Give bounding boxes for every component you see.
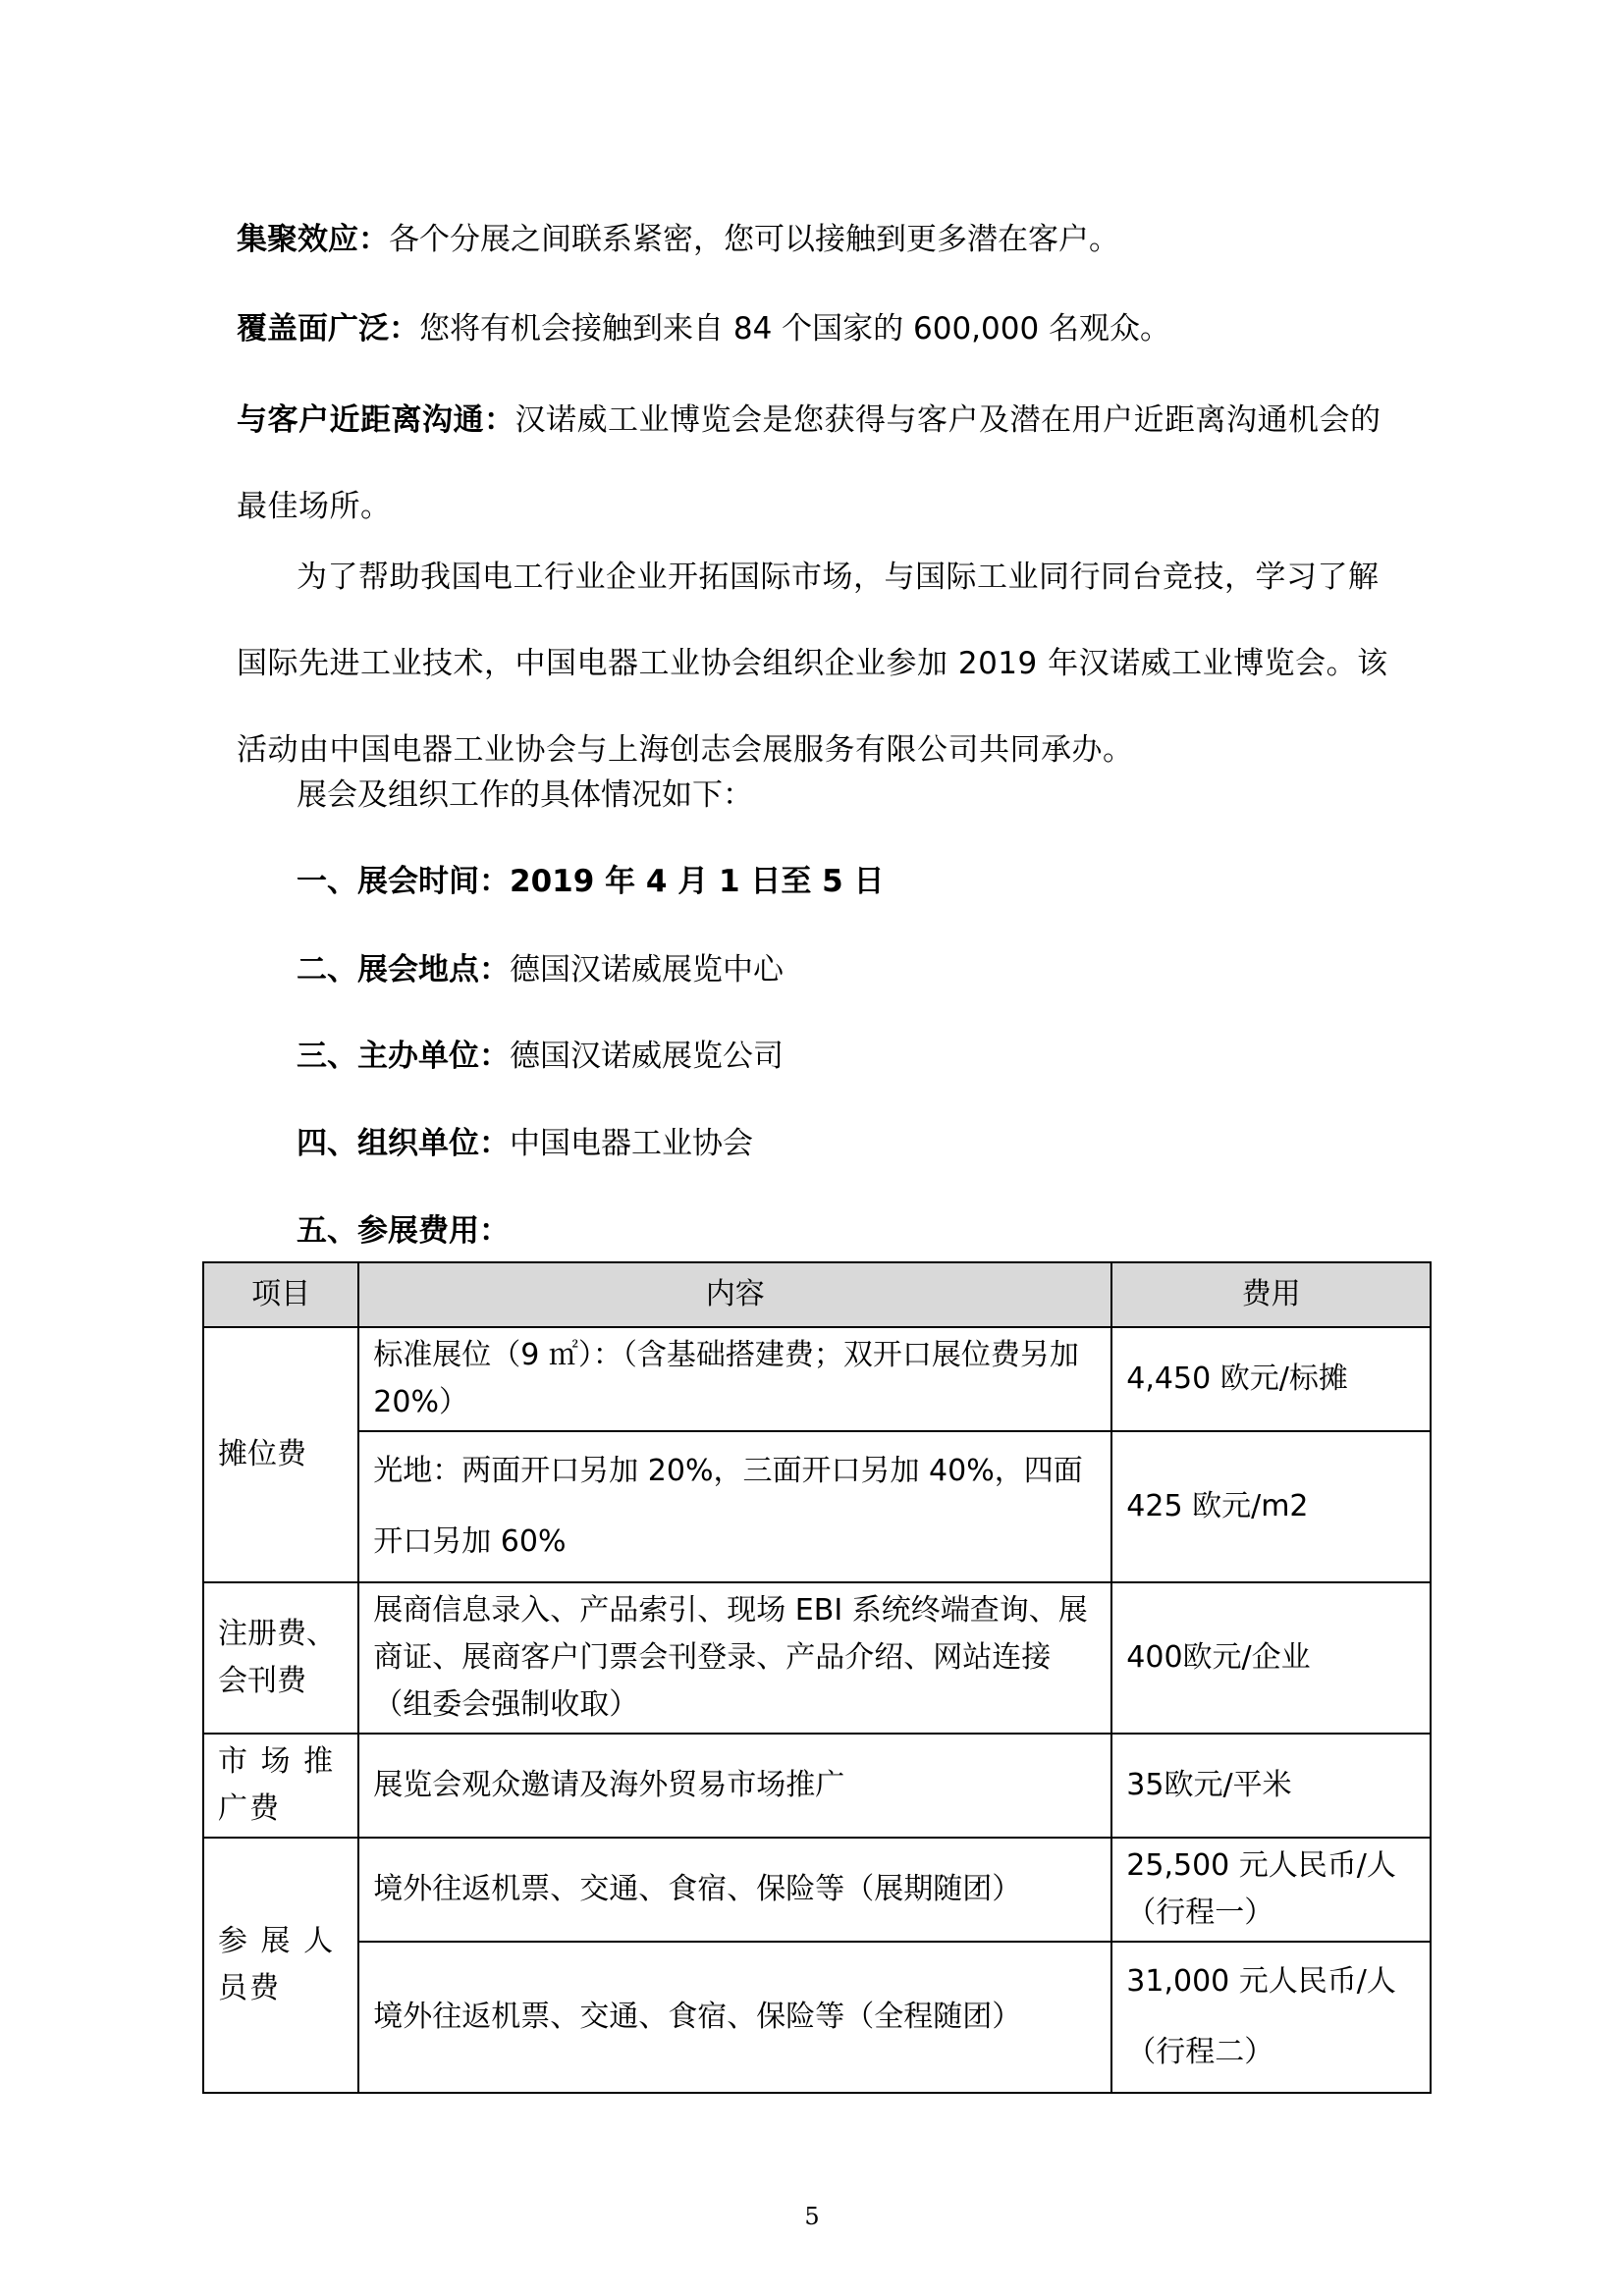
section-host — [297, 1035, 1455, 1078]
paragraph-text: 各个分展之间联系紧密，您可以接触到更多潜在客户。 — [389, 222, 1119, 257]
page-number: 5 — [804, 2203, 820, 2230]
cell-item-personnel: 参 展 人 员费 — [203, 1838, 358, 2093]
section-label: 五、参展费用： — [297, 1213, 510, 1249]
cell-item-registration: 注册费、会刊费 — [203, 1582, 358, 1734]
cell-fee: 400欧元/企业 — [1111, 1582, 1431, 1734]
paragraph-text: 汉诺威工业博览会是您获得与客户及潜在用户近距离沟通机会的最佳场所。 — [237, 402, 1381, 524]
paragraph-cluster-effect — [237, 218, 1395, 261]
section-value: 中国电器工业协会 — [510, 1126, 753, 1161]
table-header-row — [203, 1262, 1431, 1327]
header-content: 内容 — [358, 1262, 1111, 1327]
section-label: 一、展会时间： — [297, 864, 510, 899]
table-row — [203, 1942, 1431, 2093]
cell-content: 展览会观众邀请及海外贸易市场推广 — [358, 1734, 1111, 1838]
header-fee: 费用 — [1111, 1262, 1431, 1327]
paragraph-close-communication — [237, 377, 1395, 550]
cell-item-booth: 摊位费 — [203, 1327, 358, 1582]
paragraph-label: 集聚效应： — [237, 222, 389, 257]
cell-content: 标准展位（9 ㎡）：（含基础搭建费；双开口展位费另加 20%） — [358, 1327, 1111, 1431]
cell-fee: 25,500 元人民币/人（行程一） — [1111, 1838, 1431, 1942]
paragraph-label: 覆盖面广泛： — [237, 311, 419, 347]
table-row — [203, 1838, 1431, 1942]
section-exhibition-venue — [297, 948, 1455, 991]
section-value: 德国汉诺威展览公司 — [510, 1039, 784, 1074]
paragraph-text: 为了帮助我国电工行业企业开拓国际市场，与国际工业同行同台竞技，学习了解国际先进工业技术，中国电器工业协会组织企业参加 2019 年汉诺威工业博览会。该活动由中国电器工业协会与上海创志会展服务有限公司共同承办。 — [237, 560, 1388, 768]
cell-fee: 4,450 欧元/标摊 — [1111, 1327, 1431, 1431]
section-label: 四、组织单位： — [297, 1126, 510, 1161]
cell-content: 境外往返机票、交通、食宿、保险等（全程随团） — [358, 1942, 1111, 2093]
cell-fee: 425 欧元/m2 — [1111, 1431, 1431, 1582]
cell-content: 境外往返机票、交通、食宿、保险等（展期随团） — [358, 1838, 1111, 1942]
table-row — [203, 1431, 1431, 1582]
section-value: 德国汉诺威展览中心 — [510, 952, 784, 988]
paragraph-text: 您将有机会接触到来自 84 个国家的 600,000 名观众。 — [419, 311, 1171, 347]
section-label: 二、展会地点： — [297, 952, 510, 988]
section-organizer — [297, 1122, 1455, 1165]
section-value: 2019 年 4 月 1 日至 5 日 — [510, 864, 885, 899]
section-label: 三、主办单位： — [297, 1039, 510, 1074]
cell-content: 光地：两面开口另加 20%，三面开口另加 40%，四面开口另加 60% — [358, 1431, 1111, 1582]
section-fees — [297, 1209, 1455, 1253]
paragraph-text: 展会及组织工作的具体情况如下： — [297, 777, 753, 813]
cell-item-marketing: 市 场 推 广费 — [203, 1734, 358, 1838]
fees-table — [202, 1261, 1432, 2094]
paragraph-label: 与客户近距离沟通： — [237, 402, 515, 438]
paragraph-wide-coverage — [237, 307, 1395, 350]
cell-fee: 35欧元/平米 — [1111, 1734, 1431, 1838]
cell-content: 展商信息录入、产品索引、现场 EBI 系统终端查询、展商证、展商客户门票会刊登录、产品介绍、网站连接（组委会强制收取） — [358, 1582, 1111, 1734]
section-exhibition-time — [297, 860, 1455, 903]
table-row — [203, 1582, 1431, 1734]
cell-fee: 31,000 元人民币/人（行程二） — [1111, 1942, 1431, 2093]
table-row — [203, 1734, 1431, 1838]
paragraph-details-intro — [297, 774, 1455, 817]
paragraph-intro — [237, 534, 1395, 793]
header-item: 项目 — [203, 1262, 358, 1327]
table-row — [203, 1327, 1431, 1431]
